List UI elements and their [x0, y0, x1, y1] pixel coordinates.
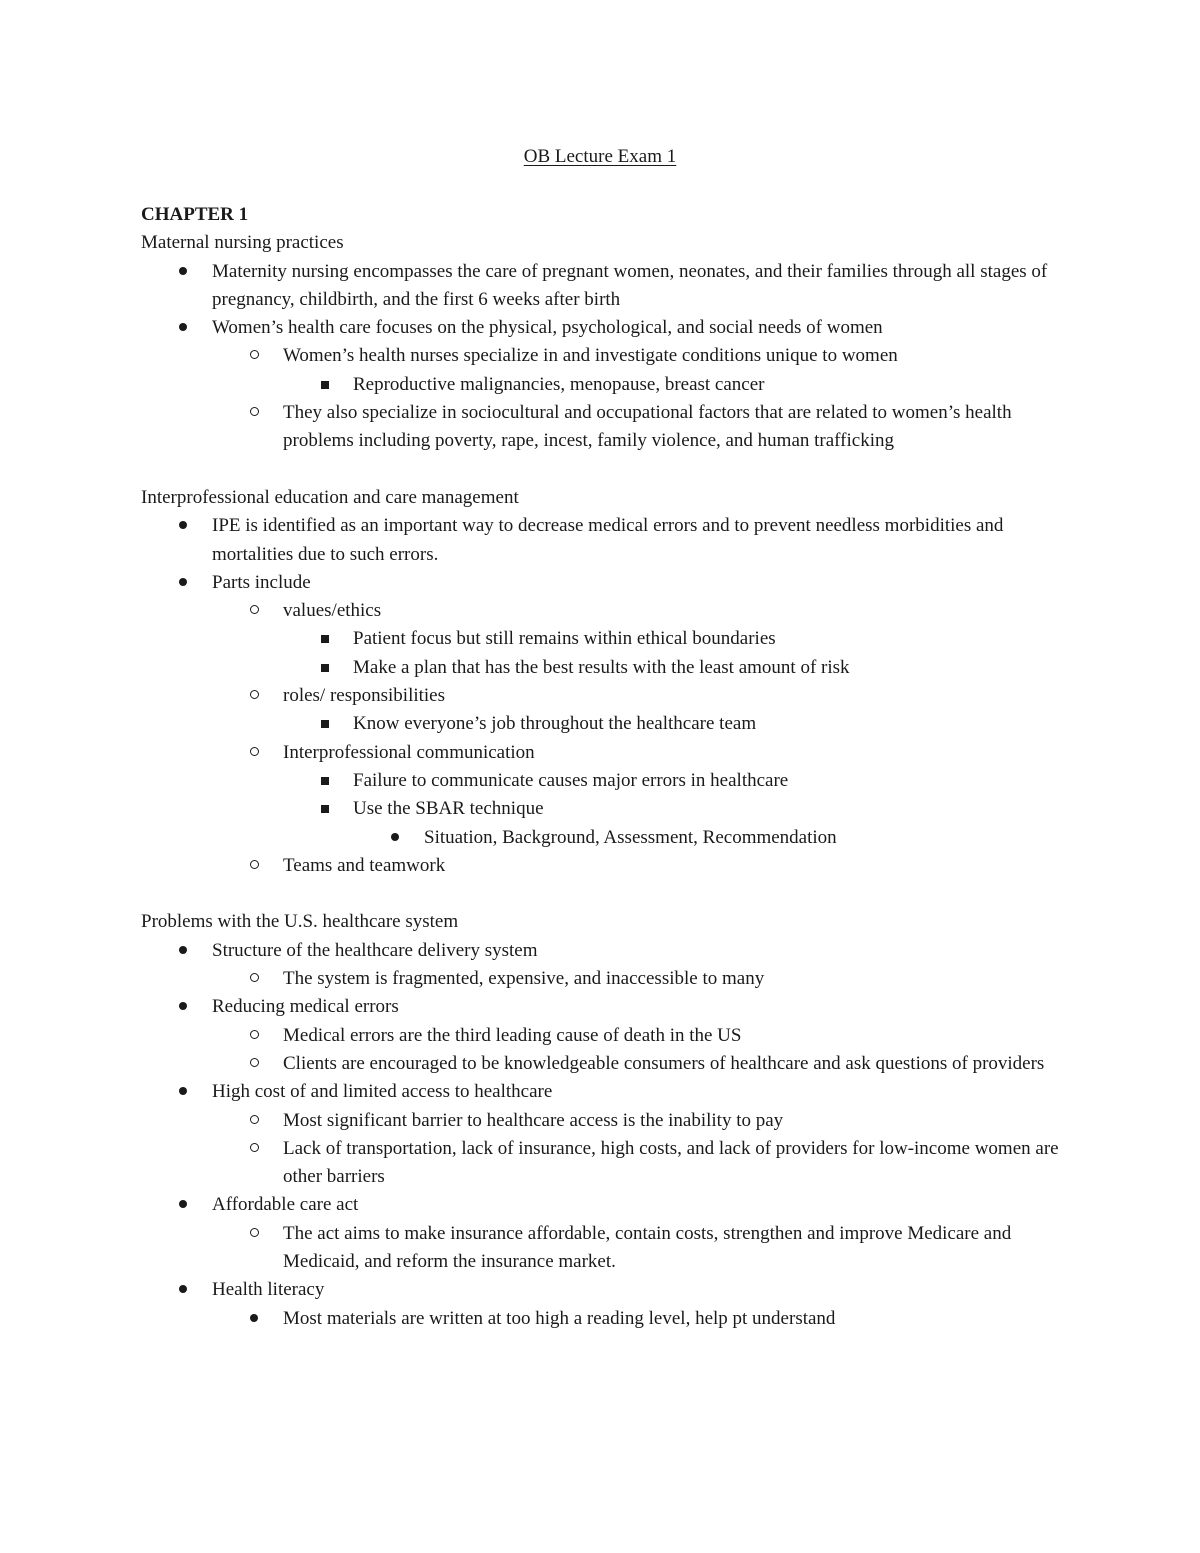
list-item	[141, 314, 1061, 342]
list-item-text: IPE is identified as an important way to decrease medical errors and to prevent needless morbidities and mortalities due to such errors.	[212, 515, 1004, 565]
square-bullet-icon	[317, 795, 333, 823]
list-item	[141, 682, 1061, 710]
list-item-text: Most significant barrier to healthcare access is the inability to pay	[283, 1109, 784, 1131]
list-item-text: Lack of transportation, lack of insurance, high costs, and lack of providers for low-income women are other barriers	[283, 1137, 1059, 1188]
document-title-container	[0, 143, 1200, 171]
list-item	[141, 965, 1061, 993]
section-title: Maternal nursing practices	[141, 232, 344, 254]
circle-bullet-icon	[246, 1220, 262, 1248]
circle-bullet-icon	[246, 852, 262, 880]
circle-bullet-icon	[246, 342, 262, 370]
circle-bullet-icon	[246, 682, 262, 710]
list-item-text: The system is fragmented, expensive, and inaccessible to many	[283, 968, 765, 990]
list-item-text: Parts include	[212, 571, 311, 593]
list-item-text: Clients are encouraged to be knowledgeable consumers of healthcare and ask questions of providers	[283, 1052, 1045, 1074]
list-item-text: Health literacy	[212, 1279, 325, 1301]
square-bullet-icon	[317, 710, 333, 738]
disc-bullet-icon	[175, 1078, 191, 1106]
disc-bullet-icon	[175, 993, 191, 1021]
list-item-text: Make a plan that has the best results with the least amount of risk	[353, 656, 850, 678]
list-item	[141, 512, 1061, 569]
circle-bullet-icon	[246, 1107, 262, 1135]
list-item	[141, 1191, 1061, 1219]
list-item-text: Reproductive malignancies, menopause, breast cancer	[353, 373, 765, 395]
list-item	[141, 739, 1061, 767]
list-item	[141, 1022, 1061, 1050]
section-spacer	[141, 456, 1061, 484]
list-item	[141, 342, 1061, 370]
disc-bullet-icon	[175, 1276, 191, 1304]
list-item-text: Maternity nursing encompasses the care of pregnant women, neonates, and their families through all stages of pregnancy, childbirth, and the first 6 weeks after birth	[212, 260, 1048, 310]
list-item	[141, 597, 1061, 625]
list-item	[141, 710, 1061, 738]
list-item	[141, 569, 1061, 597]
list-item	[141, 852, 1061, 880]
list-item-text: Women’s health care focuses on the physical, psychological, and social needs of women	[212, 317, 883, 339]
circle-bullet-icon	[246, 597, 262, 625]
list-item-text: Affordable care act	[212, 1194, 359, 1216]
circle-bullet-icon	[246, 1135, 262, 1163]
square-bullet-icon	[317, 625, 333, 653]
list-item-text: They also specialize in sociocultural and occupational factors that are related to women’s health problems including poverty, rape, incest, family violence, and human trafficking	[283, 402, 1012, 452]
section-spacer	[141, 880, 1061, 908]
list-item-text: Structure of the healthcare delivery system	[212, 939, 538, 961]
disc-bullet-icon	[246, 1305, 262, 1333]
list-item-text: Use the SBAR technique	[353, 798, 544, 820]
disc-bullet-icon	[175, 937, 191, 965]
list-item	[141, 795, 1061, 823]
list-item-text: Situation, Background, Assessment, Recommendation	[424, 826, 837, 848]
list-item	[141, 1220, 1061, 1277]
disc-bullet-icon	[175, 258, 191, 286]
list-item	[141, 1276, 1061, 1304]
list-item	[141, 824, 1061, 852]
list-item	[141, 625, 1061, 653]
section-title: Interprofessional education and care management	[141, 486, 519, 508]
list-item	[141, 937, 1061, 965]
list-item-text: Patient focus but still remains within ethical boundaries	[353, 628, 776, 650]
list-item-text: Know everyone’s job throughout the healthcare team	[353, 713, 757, 735]
bullet-list	[141, 258, 1061, 456]
list-item-text: Failure to communicate causes major errors in healthcare	[353, 769, 789, 791]
disc-bullet-icon	[175, 314, 191, 342]
section-title: Problems with the U.S. healthcare system	[141, 911, 459, 933]
list-item	[141, 1050, 1061, 1078]
square-bullet-icon	[317, 767, 333, 795]
circle-bullet-icon	[246, 739, 262, 767]
list-item	[141, 654, 1061, 682]
list-item-text: Women’s health nurses specialize in and investigate conditions unique to women	[283, 345, 898, 367]
list-item-text: values/ethics	[283, 600, 382, 622]
list-item-text: Teams and teamwork	[283, 854, 446, 876]
document-title: OB Lecture Exam 1	[523, 146, 677, 167]
disc-bullet-icon	[387, 824, 403, 852]
bullet-list	[141, 512, 1061, 880]
list-item	[141, 993, 1061, 1021]
disc-bullet-icon	[175, 512, 191, 540]
circle-bullet-icon	[246, 1050, 262, 1078]
list-item	[141, 1305, 1061, 1333]
circle-bullet-icon	[246, 965, 262, 993]
disc-bullet-icon	[175, 1191, 191, 1219]
bullet-list	[141, 937, 1061, 1333]
list-item-text: The act aims to make insurance affordable, contain costs, strengthen and improve Medicare and Medicaid, and reform the insurance market.	[283, 1222, 1012, 1272]
square-bullet-icon	[317, 371, 333, 399]
document-body	[141, 201, 1061, 1333]
list-item	[141, 1078, 1061, 1106]
list-item	[141, 258, 1061, 315]
list-item	[141, 1107, 1061, 1135]
disc-bullet-icon	[175, 569, 191, 597]
chapter-heading: CHAPTER 1	[141, 204, 249, 225]
list-item-text: Reducing medical errors	[212, 996, 399, 1018]
list-item	[141, 399, 1061, 456]
list-item	[141, 371, 1061, 399]
circle-bullet-icon	[246, 1022, 262, 1050]
list-item	[141, 767, 1061, 795]
list-item-text: Interprofessional communication	[283, 741, 535, 763]
list-item-text: High cost of and limited access to healthcare	[212, 1081, 553, 1103]
list-item-text: Medical errors are the third leading cause of death in the US	[283, 1024, 742, 1046]
circle-bullet-icon	[246, 399, 262, 427]
list-item	[141, 1135, 1061, 1192]
list-item-text: roles/ responsibilities	[283, 685, 446, 707]
list-item-text: Most materials are written at too high a reading level, help pt understand	[283, 1307, 836, 1329]
square-bullet-icon	[317, 654, 333, 682]
